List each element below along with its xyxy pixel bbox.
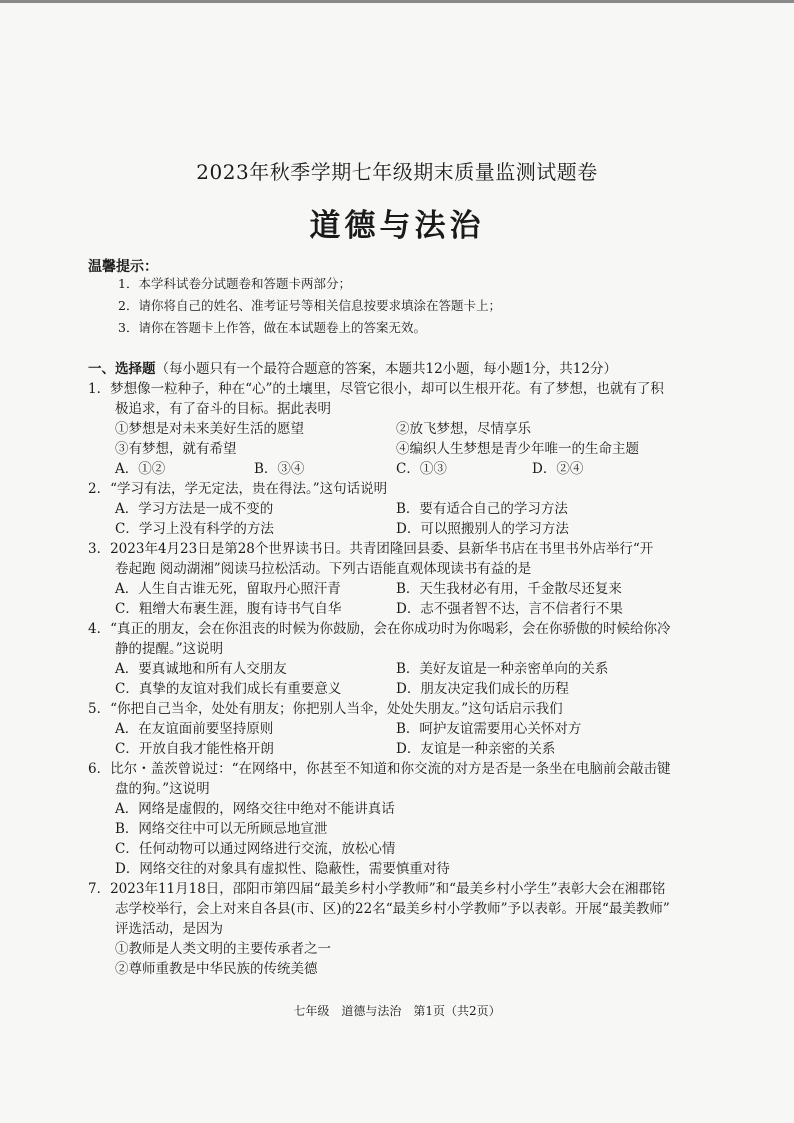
question-stem: 盘的狗。”这说明 — [115, 781, 210, 797]
question-stem: 6．比尔・盖茨曾说过：“在网络中，你甚至不知道和你交流的对方是否是一条坐在电脑前会敲击键 — [88, 761, 671, 777]
statement: ①梦想是对未来美好生活的愿望 — [115, 421, 304, 437]
tips-heading: 温馨提示： — [88, 259, 158, 275]
section-heading — [88, 357, 617, 377]
option-c: C．粗缯大布裹生涯，腹有诗书气自华 — [115, 601, 342, 617]
question-stem: 4．“真正的朋友，会在你沮丧的时候为你鼓励，会在你成功时为你喝彩，会在你骄傲的时候给你冷 — [88, 621, 671, 637]
option-d: D．志不强者智不达，言不信者行不果 — [396, 601, 623, 617]
option-c: C．任何动物可以通过网络进行交流，放松心情 — [115, 841, 396, 857]
option-b: B．网络交往中可以无所顾忌地宣泄 — [115, 821, 328, 837]
question-stem: 3．2023年4月23日是第28个世界读书日。共青团隆回县委、县新华书店在书里书外店举行“开 — [88, 541, 654, 557]
statement: ①教师是人类文明的主要传承者之一 — [115, 941, 331, 957]
option-a: A．网络是虚假的，网络交往中绝对不能讲真话 — [115, 801, 395, 817]
option-b: B．③④ — [254, 461, 305, 477]
option-c: C．真挚的友谊对我们成长有重要意义 — [115, 681, 342, 697]
question-stem: 评选活动，是因为 — [115, 921, 223, 937]
question-stem: 5．“你把自己当伞，处处有朋友；你把别人当伞，处处失朋友。”这句话启示我们 — [88, 701, 563, 717]
tip-item: 3．请你在答题卡上作答，做在本试题卷上的答案无效。 — [118, 320, 426, 335]
option-a: A．①② — [115, 461, 166, 477]
statement: ③有梦想，就有希望 — [115, 441, 237, 457]
page-footer: 七年级 道德与法治 第1页（共2页） — [293, 1004, 501, 1018]
option-c: C．①③ — [396, 461, 447, 477]
option-c: C．学习上没有科学的方法 — [115, 521, 274, 537]
subject-title: 道德与法治 — [309, 208, 485, 244]
question-stem: 2．“学习有法，学无定法，贵在得法。”这句话说明 — [88, 481, 388, 497]
option-a: A．学习方法是一成不变的 — [115, 501, 274, 517]
option-d: D．网络交往的对象具有虚拟性、隐蔽性，需要慎重对待 — [115, 861, 450, 877]
option-b: B．呵护友谊需要用心关怀对方 — [396, 721, 582, 737]
option-b: B．天生我材必有用，千金散尽还复来 — [396, 581, 622, 597]
question-stem: 极追求，有了奋斗的目标。据此表明 — [115, 401, 331, 417]
tip-item: 1．本学科试卷分试题卷和答题卡两部分； — [118, 276, 351, 291]
option-a: A．人生自古谁无死，留取丹心照汗青 — [115, 581, 341, 597]
option-b: B．要有适合自己的学习方法 — [396, 501, 568, 517]
question-stem: 7．2023年11月18日，邵阳市第四届“最美乡村小学教师”和“最美乡村小学生”表彰大会在湘郡铭 — [88, 881, 666, 897]
option-d: D．朋友决定我们成长的历程 — [396, 681, 569, 697]
section-label: 一、选择题 — [88, 361, 156, 377]
question-stem: 志学校举行，会上对来自各县(市、区)的22名“最美乡村小学教师”予以表彰。开展“最美教师” — [115, 901, 670, 917]
option-d: D．②④ — [532, 461, 584, 477]
statement: ②尊师重教是中华民族的传统美德 — [115, 961, 318, 977]
option-d: D．可以照搬别人的学习方法 — [396, 521, 569, 537]
question-stem: 静的提醒。”这说明 — [115, 641, 224, 657]
option-d: D．友谊是一种亲密的关系 — [396, 741, 556, 757]
tip-item: 2．请你将自己的姓名、准考证号等相关信息按要求填涂在答题卡上； — [118, 298, 501, 313]
scan-edge — [0, 0, 794, 3]
question-stem: 卷起跑 阅动湖湘”阅读马拉松活动。下列古语能直观体现读书有益的是 — [115, 561, 532, 577]
option-b: B．美好友谊是一种亲密单向的关系 — [396, 661, 609, 677]
option-a: A．要真诚地和所有人交朋友 — [115, 661, 287, 677]
exam-title: 2023年秋季学期七年级期末质量监测试题卷 — [196, 160, 598, 184]
option-a: A．在友谊面前要坚持原则 — [115, 721, 274, 737]
statement: ②放飞梦想，尽情享乐 — [396, 421, 531, 437]
section-instruction: （每小题只有一个最符合题意的答案，本题共12小题，每小题1分，共12分） — [155, 361, 617, 377]
statement: ④编织人生梦想是青少年唯一的生命主题 — [396, 441, 639, 457]
question-stem: 1．梦想像一粒种子，种在“心”的土壤里，尽管它很小，却可以生根开花。有了梦想，也就有了积 — [88, 381, 664, 397]
option-c: C．开放自我才能性格开朗 — [115, 741, 274, 757]
